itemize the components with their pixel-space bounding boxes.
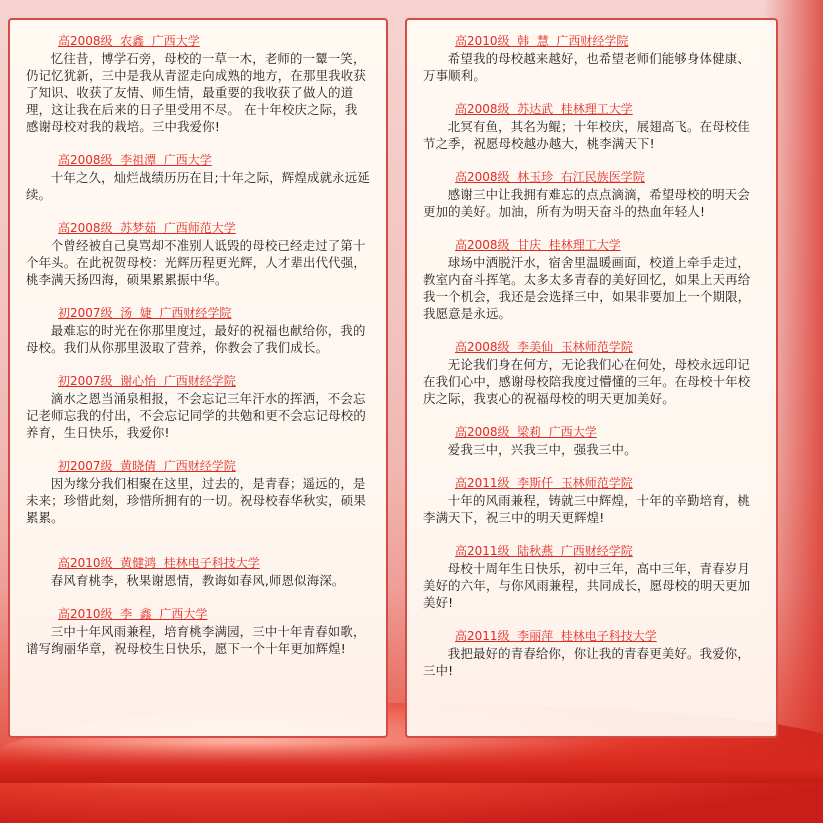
entry-body: 北冥有鱼，其名为鲲；十年校庆，展翅高飞。在母校佳节之季，祝愿母校越办越大，桃李满天下! [423, 119, 750, 151]
entry-body: 十年之久，灿烂战绩历历在目;十年之际，辉煌成就永远延续。 [26, 170, 370, 202]
entry-header: 高2008级 林玉珍 右江民族医学院 [455, 170, 645, 184]
entry-body: 爱我三中，兴我三中，强我三中。 [447, 442, 637, 457]
message-entry [423, 425, 760, 458]
message-entry [26, 34, 370, 135]
entry-body: 我把最好的青春给你，你让我的青春更美好。我爱你，三中! [423, 646, 750, 678]
message-entry [423, 629, 760, 679]
entry-body: 忆往昔，博学石旁，母校的一草一木，老师的一颦一笑，仍记忆犹新，三中是我从青涩走向成熟的地方，在那里我收获了知识、收获了友情、师生情，最重要的我收获了做人的道理，这让我在后来的日子里受用不尽。 在十年校庆之际，我感谢母校对我的栽培。三中我爱你! [26, 51, 366, 134]
entry-header: 高2011级 陆秋燕 广西财经学院 [455, 544, 633, 558]
message-entry [26, 459, 370, 526]
entry-header: 高2008级 苏达武 桂林理工大学 [455, 102, 633, 116]
entry-header: 高2008级 苏梦茹 广西师范大学 [58, 221, 236, 235]
entry-body: 最难忘的时光在你那里度过，最好的祝福也献给你，我的母校。我们从你那里汲取了营养，你教会了我们成长。 [26, 323, 366, 355]
entry-header: 高2008级 李祖潭 广西大学 [58, 153, 212, 167]
entry-body: 无论我们身在何方，无论我们心在何处，母校永远印记在我们心中，感谢母校陪我度过懵懂的三年。在母校十年校庆之际，我衷心的祝福母校的明天更加美好。 [423, 357, 751, 406]
entry-header: 高2008级 甘庆 桂林理工大学 [455, 238, 621, 252]
entry-body: 感谢三中让我拥有难忘的点点滴滴，希望母校的明天会更加的美好。加油，所有为明天奋斗的热血年轻人! [423, 187, 750, 219]
entry-header: 高2008级 农鑫 广西大学 [58, 34, 200, 48]
entry-header: 高2008级 梁莉 广西大学 [455, 425, 597, 439]
message-entry [423, 476, 760, 526]
entry-body: 希望我的母校越来越好，也希望老师们能够身体健康、万事顺利。 [423, 51, 750, 83]
entry-body: 个曾经被自己臭骂却不准别人诋毁的母校已经走过了第十个年头。在此祝贺母校：光辉历程更光辉，人才辈出代代强，桃李满天扬四海，硕果累累振中华。 [26, 238, 366, 287]
entry-header: 高2010级 黄健鸿 桂林电子科技大学 [58, 556, 260, 570]
message-entry [423, 34, 760, 84]
entry-header: 初2007级 黄晓倩 广西财经学院 [58, 459, 236, 473]
message-entry [26, 556, 370, 589]
message-entry [26, 306, 370, 356]
entry-body: 三中十年风雨兼程，培育桃李满园，三中十年青春如歌，谱写绚丽华章，祝母校生日快乐，愿下一个十年更加辉煌! [26, 624, 366, 656]
message-entry [423, 102, 760, 152]
entry-header: 高2011级 李斯仟 玉林师范学院 [455, 476, 633, 490]
message-entry [423, 340, 760, 407]
entry-body: 滴水之恩当涌泉相报，不会忘记三年汗水的挥洒，不会忘记老师忘我的付出，不会忘记同学的共勉和更不会忘记母校的养育，生日快乐，我爱你! [26, 391, 366, 440]
right-message-panel [405, 18, 778, 738]
message-entry [26, 153, 370, 203]
message-entry [26, 221, 370, 288]
entry-header: 初2007级 汤 婕 广西财经学院 [58, 306, 232, 320]
entry-body: 母校十周年生日快乐，初中三年，高中三年，青春岁月美好的六年，与你风雨兼程，共同成长，愿母校的明天更加美好! [423, 561, 751, 610]
entry-body: 球场中洒脱汗水，宿舍里温暖画面，校道上牵手走过，教室内奋斗挥笔。太多太多青春的美好回忆，如果上天再给我一个机会，我还是会选择三中，如果非要加上一个期限，我愿意是永远。 [423, 255, 751, 321]
entry-header: 高2011级 李丽萍 桂林电子科技大学 [455, 629, 657, 643]
message-entry [26, 374, 370, 441]
left-message-panel [8, 18, 388, 738]
entry-header: 高2010级 韩 慧 广西财经学院 [455, 34, 629, 48]
message-entry [423, 238, 760, 322]
message-entry [423, 544, 760, 611]
entry-body: 因为缘分我们相聚在这里，过去的，是青春；遥远的，是未来；珍惜此刻，珍惜所拥有的一切。祝母校春华秋实，硕果累累。 [26, 476, 366, 525]
entry-body: 春风育桃李，秋果谢恩情，教诲如春风,师恩似海深。 [50, 573, 345, 588]
entry-header: 高2008级 李美仙 玉林师范学院 [455, 340, 633, 354]
entry-body: 十年的风雨兼程，铸就三中辉煌，十年的辛勤培育，桃李满天下，祝三中的明天更辉煌! [423, 493, 750, 525]
message-entry [26, 607, 370, 657]
bottom-bar [0, 743, 823, 783]
message-entry [423, 170, 760, 220]
entry-header: 初2007级 谢心怡 广西财经学院 [58, 374, 236, 388]
entry-header: 高2010级 李 鑫 广西大学 [58, 607, 208, 621]
